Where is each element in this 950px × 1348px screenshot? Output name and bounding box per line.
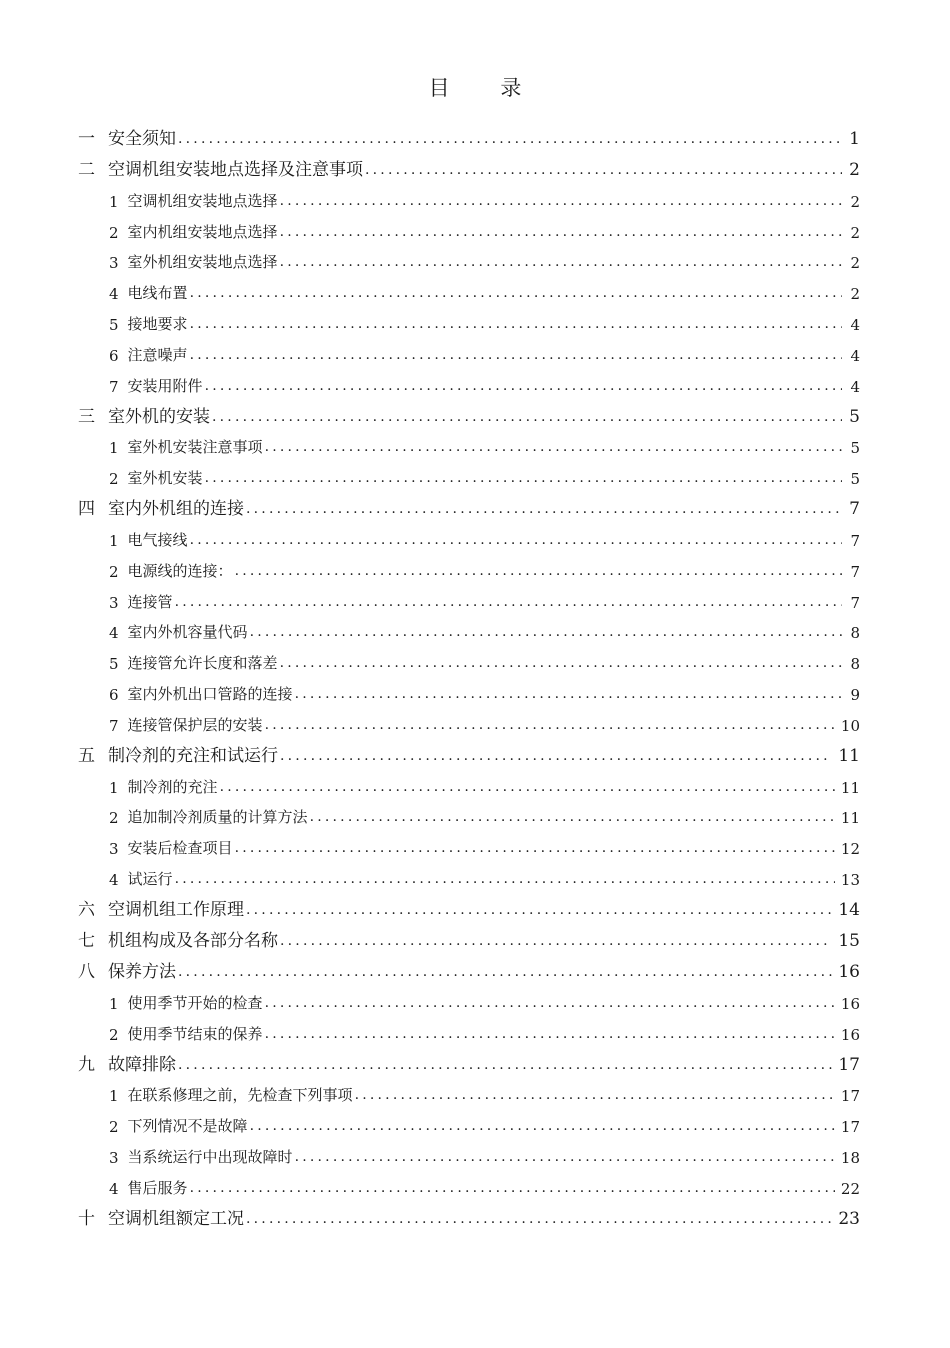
toc-dot-leader [190, 533, 842, 550]
toc-section[interactable] [78, 242, 860, 273]
toc-page-number: 9 [850, 685, 860, 704]
toc-entry-number: 2 [109, 1118, 119, 1137]
toc-entry-title: 安装后检查项目 [127, 839, 233, 858]
toc-dot-leader [246, 903, 832, 920]
toc-section[interactable] [78, 581, 860, 612]
toc-entry-number: 1 [109, 994, 119, 1013]
toc-dot-leader [175, 595, 842, 612]
toc-section[interactable] [78, 1013, 860, 1044]
toc-chapter[interactable] [78, 488, 860, 519]
toc-page-number: 2 [850, 254, 860, 273]
toc-page-number: 14 [838, 899, 860, 920]
toc-entry-title: 室外机组安装地点选择 [127, 253, 278, 272]
toc-section[interactable] [78, 427, 860, 458]
toc-page-number: 1 [849, 129, 860, 149]
toc-page-number: 2 [849, 160, 860, 180]
toc-dot-leader [295, 687, 842, 704]
toc-chapter[interactable] [78, 920, 860, 951]
toc-dot-leader [235, 564, 842, 581]
toc-entry-number: 三 [78, 406, 95, 427]
toc-section[interactable] [78, 1075, 860, 1106]
toc-entry-title: 试运行 [127, 869, 173, 888]
toc-section[interactable] [78, 642, 860, 673]
toc-dot-leader [175, 872, 835, 889]
toc-page-number: 22 [840, 1179, 860, 1198]
toc-entry-number: 3 [109, 254, 119, 273]
toc-page-number: 8 [850, 655, 860, 674]
toc-section[interactable] [78, 211, 860, 242]
toc-dot-leader [355, 1088, 835, 1105]
toc-entry-title: 使用季节开始的检查 [127, 993, 263, 1012]
toc-entry-title: 室内外机出口管路的连接 [127, 684, 293, 703]
toc-chapter[interactable] [78, 889, 860, 920]
toc-entry-title: 连接管保护层的安装 [127, 715, 263, 734]
toc-entry-title: 电气接线 [127, 530, 188, 549]
toc-entry-title: 保养方法 [108, 961, 176, 982]
toc-entry-title: 空调机组安装地点选择 [127, 191, 278, 210]
toc-page-number: 2 [850, 285, 860, 304]
toc-page-number: 4 [850, 346, 860, 365]
toc-section[interactable] [78, 673, 860, 704]
toc-page-number: 11 [840, 809, 860, 828]
toc-entry-number: 2 [109, 809, 119, 828]
toc-entry-title: 室内外机容量代码 [127, 623, 248, 642]
toc-page-number: 4 [850, 315, 860, 334]
toc-chapter[interactable] [78, 396, 860, 427]
toc-entry-title: 机组构成及各部分名称 [108, 930, 278, 951]
toc-entry-number: 二 [78, 160, 95, 180]
toc-entry-number: 1 [109, 439, 119, 458]
toc-page-number: 16 [840, 1025, 860, 1044]
page-title: 目 录 [428, 76, 544, 100]
toc-page-number: 23 [838, 1208, 860, 1229]
toc-entry-number: 4 [109, 624, 119, 643]
toc-entry-title: 制冷剂的充注 [127, 777, 218, 796]
toc-entry-title: 当系统运行中出现故障时 [127, 1147, 293, 1166]
toc-entry-title: 售后服务 [127, 1178, 188, 1197]
toc-entry-number: 2 [109, 1025, 119, 1044]
toc-entry-number: 6 [109, 685, 119, 704]
toc-entry-title: 安全须知 [108, 129, 176, 149]
toc-chapter[interactable] [78, 1044, 860, 1075]
toc-section[interactable] [78, 827, 860, 858]
toc-entry-number: 一 [78, 129, 95, 149]
toc-section[interactable] [78, 1105, 860, 1136]
toc-entry-number: 十 [78, 1208, 95, 1229]
toc-entry-title: 安装用附件 [127, 376, 203, 395]
toc-section[interactable] [78, 334, 860, 365]
toc-entry-number: 九 [78, 1054, 95, 1075]
toc-page-number: 7 [850, 593, 860, 612]
toc-section[interactable] [78, 272, 860, 303]
toc-chapter[interactable] [78, 118, 860, 149]
toc-section[interactable] [78, 1136, 860, 1167]
toc-dot-leader [190, 348, 842, 365]
toc-dot-leader [205, 379, 842, 396]
toc-entry-title: 室外机安装 [127, 469, 203, 488]
toc-entry-title: 空调机组安装地点选择及注意事项 [108, 160, 363, 180]
toc-section[interactable] [78, 858, 860, 889]
toc-entry-number: 四 [78, 499, 95, 520]
toc-section[interactable] [78, 1167, 860, 1198]
toc-entry-title: 下列情况不是故障 [127, 1117, 248, 1136]
toc-dot-leader [280, 934, 832, 951]
toc-dot-leader [295, 1150, 835, 1167]
toc-dot-leader [265, 996, 835, 1013]
toc-entry-number: 五 [78, 745, 95, 766]
toc-page-number: 5 [850, 439, 860, 458]
toc-entry-number: 七 [78, 930, 95, 951]
toc-section[interactable] [78, 519, 860, 550]
toc-entry-number: 1 [109, 531, 119, 550]
toc-page-number: 4 [850, 377, 860, 396]
toc-entry-title: 接地要求 [127, 314, 188, 333]
toc-section[interactable] [78, 457, 860, 488]
toc-entry-number: 1 [109, 192, 119, 211]
toc-section[interactable] [78, 180, 860, 211]
toc-section[interactable] [78, 704, 860, 735]
toc-entry-number: 2 [109, 562, 119, 581]
toc-page-number: 13 [840, 870, 860, 889]
toc-entry-title: 电线布置 [127, 284, 188, 303]
toc-page-number: 7 [849, 499, 860, 520]
toc-page-number: 2 [850, 192, 860, 211]
toc-page-number: 11 [838, 745, 860, 766]
toc-entry-number: 3 [109, 593, 119, 612]
toc-entry-title: 故障排除 [108, 1054, 176, 1075]
toc-dot-leader [235, 841, 835, 858]
toc-entry-number: 3 [109, 1148, 119, 1167]
toc-page-number: 8 [850, 624, 860, 643]
toc-entry-title: 使用季节结束的保养 [127, 1024, 263, 1043]
toc-dot-leader [178, 132, 842, 149]
toc-entry-title: 室外机安装注意事项 [127, 438, 263, 457]
toc-entry-number: 6 [109, 346, 119, 365]
toc-chapter[interactable] [78, 1198, 860, 1229]
toc-dot-leader [190, 317, 842, 334]
toc-entry-number: 7 [109, 716, 119, 735]
toc-dot-leader [205, 471, 842, 488]
toc-section[interactable] [78, 612, 860, 643]
toc-chapter[interactable] [78, 951, 860, 982]
toc-section[interactable] [78, 365, 860, 396]
toc-entry-title: 室内机组安装地点选择 [127, 222, 278, 241]
toc-dot-leader [280, 749, 832, 766]
toc-entry-number: 1 [109, 778, 119, 797]
toc-chapter[interactable] [78, 149, 860, 180]
toc-dot-leader [365, 163, 842, 180]
toc-entry-number: 4 [109, 1179, 119, 1198]
toc-dot-leader [250, 1119, 835, 1136]
toc-entry-title: 室外机的安装 [108, 406, 210, 427]
toc-entry-title: 追加制冷剂质量的计算方法 [127, 808, 308, 827]
toc-page-number: 17 [840, 1118, 860, 1137]
toc-dot-leader [265, 440, 842, 457]
toc-dot-leader [190, 1181, 835, 1198]
toc-section[interactable] [78, 550, 860, 581]
toc-page-number: 7 [850, 562, 860, 581]
toc-dot-leader [280, 656, 842, 673]
toc-page-number: 11 [840, 778, 860, 797]
toc-entry-number: 八 [78, 961, 95, 982]
toc-dot-leader [190, 286, 842, 303]
toc-entry-number: 4 [109, 870, 119, 889]
toc-entry-number: 3 [109, 840, 119, 859]
toc-dot-leader [280, 225, 842, 242]
toc-dot-leader [246, 1212, 832, 1229]
toc-page-number: 5 [850, 470, 860, 489]
toc-entry-number: 5 [109, 655, 119, 674]
toc-dot-leader [280, 255, 842, 272]
toc-entry-number: 7 [109, 377, 119, 396]
toc-dot-leader [246, 502, 842, 519]
toc-page-number: 12 [840, 840, 860, 859]
toc-entry-title: 连接管允许长度和落差 [127, 654, 278, 673]
toc-entry-number: 5 [109, 315, 119, 334]
toc-section[interactable] [78, 982, 860, 1013]
table-of-contents [78, 118, 860, 1229]
toc-dot-leader [280, 194, 842, 211]
toc-entry-number: 1 [109, 1087, 119, 1106]
toc-entry-number: 4 [109, 285, 119, 304]
toc-entry-title: 注意噪声 [127, 345, 188, 364]
toc-entry-title: 电源线的连接： [127, 561, 233, 580]
toc-page-number: 16 [840, 994, 860, 1013]
toc-dot-leader [178, 965, 832, 982]
toc-entry-title: 在联系修理之前，先检查下列事项 [127, 1086, 353, 1105]
toc-page-number: 7 [850, 531, 860, 550]
toc-section[interactable] [78, 797, 860, 828]
toc-entry-title: 制冷剂的充注和试运行 [108, 745, 278, 766]
toc-entry-title: 空调机组额定工况 [108, 1208, 244, 1229]
toc-section[interactable] [78, 766, 860, 797]
toc-section[interactable] [78, 303, 860, 334]
toc-entry-title: 空调机组工作原理 [108, 899, 244, 920]
toc-entry-title: 室内外机组的连接 [108, 499, 244, 520]
toc-entry-title: 连接管 [127, 592, 173, 611]
toc-dot-leader [212, 410, 842, 427]
toc-page-number: 18 [840, 1148, 860, 1167]
toc-page-number: 10 [840, 716, 860, 735]
toc-dot-leader [265, 1027, 835, 1044]
toc-page-number: 17 [838, 1054, 860, 1075]
toc-chapter[interactable] [78, 735, 860, 766]
toc-entry-number: 2 [109, 470, 119, 489]
toc-page-number: 15 [838, 930, 860, 951]
toc-dot-leader [250, 625, 842, 642]
toc-dot-leader [220, 780, 835, 797]
toc-page-number: 5 [849, 406, 860, 427]
toc-dot-leader [265, 718, 835, 735]
toc-entry-number: 六 [78, 899, 95, 920]
toc-dot-leader [178, 1058, 832, 1075]
toc-entry-number: 2 [109, 223, 119, 242]
toc-page-number: 2 [850, 223, 860, 242]
toc-dot-leader [310, 810, 835, 827]
toc-page-number: 16 [838, 961, 860, 982]
toc-page-number: 17 [840, 1087, 860, 1106]
